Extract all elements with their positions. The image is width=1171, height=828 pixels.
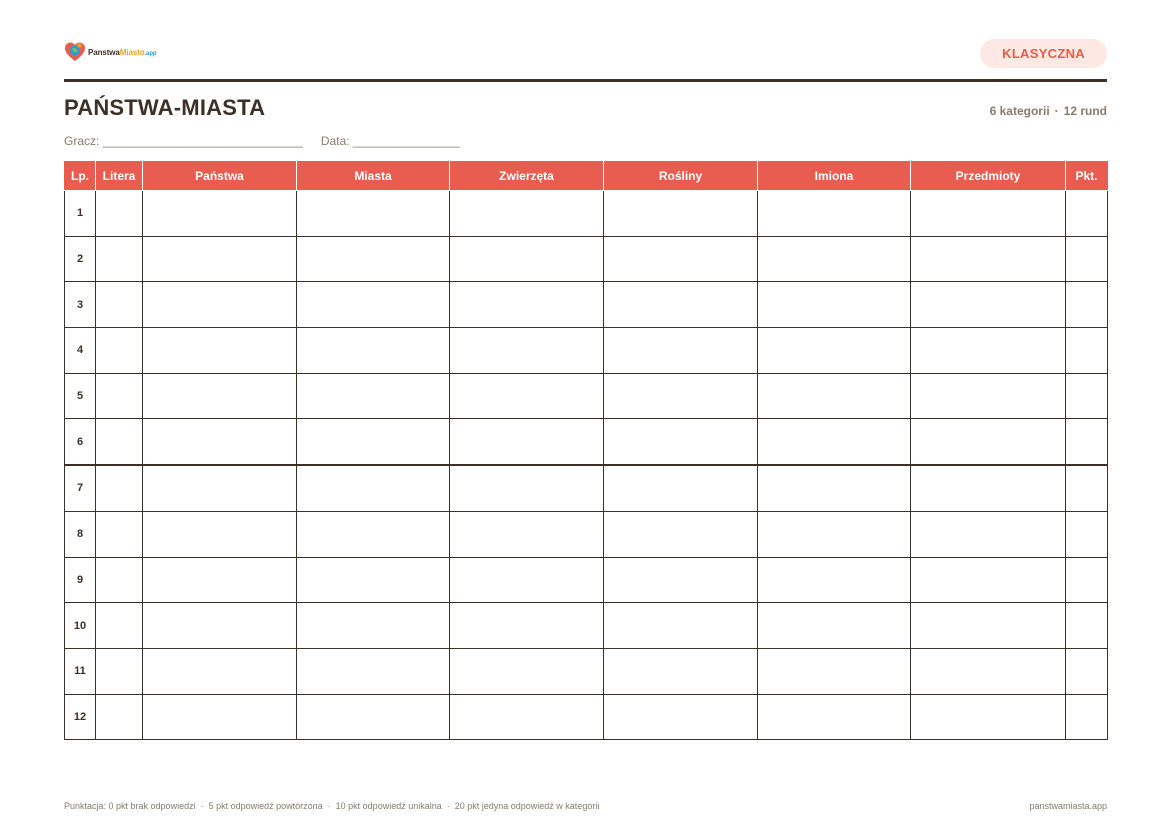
- row-number: 10: [65, 603, 96, 649]
- answer-cell: [96, 511, 143, 557]
- answer-cell: [911, 694, 1066, 740]
- col-header-przedmioty: Przedmioty: [911, 162, 1066, 191]
- rounds-count: 12 rund: [1063, 104, 1107, 118]
- col-header-lp: Lp.: [65, 162, 96, 191]
- answer-cell: [911, 373, 1066, 419]
- date-field: Data: ________________: [320, 134, 460, 148]
- answer-cell: [604, 603, 758, 649]
- answer-cell: [450, 328, 604, 374]
- answer-cell: [1066, 511, 1108, 557]
- answer-cell: [604, 282, 758, 328]
- answer-cell: [143, 511, 297, 557]
- answer-cell: [297, 191, 450, 237]
- answer-cell: [96, 236, 143, 282]
- row-number: 11: [65, 648, 96, 694]
- answer-cell: [96, 694, 143, 740]
- answer-cell: [297, 282, 450, 328]
- footer-separator: ·: [327, 801, 331, 811]
- answer-cell: [96, 465, 143, 511]
- answer-cell: [450, 511, 604, 557]
- col-header-imiona: Imiona: [758, 162, 911, 191]
- answer-cell: [143, 465, 297, 511]
- answer-cell: [450, 191, 604, 237]
- answer-cell: [1066, 328, 1108, 374]
- answer-cell: [758, 236, 911, 282]
- answer-cell: [604, 328, 758, 374]
- answer-cell: [1066, 236, 1108, 282]
- game-sheet-table: [64, 161, 1108, 740]
- answer-cell: [96, 373, 143, 419]
- scoring-item: Punktacja: 0 pkt brak odpowiedzi: [64, 801, 196, 811]
- answer-cell: [297, 465, 450, 511]
- table-row: [65, 511, 1108, 557]
- answer-cell: [143, 419, 297, 465]
- answer-cell: [911, 328, 1066, 374]
- answer-cell: [450, 557, 604, 603]
- answer-cell: [758, 328, 911, 374]
- heart-globe-icon: [64, 41, 86, 63]
- table-row: [65, 282, 1108, 328]
- answer-cell: [297, 419, 450, 465]
- answer-cell: [911, 603, 1066, 649]
- answer-cell: [604, 373, 758, 419]
- answer-cell: [450, 373, 604, 419]
- row-number: 9: [65, 557, 96, 603]
- table-row: [65, 419, 1108, 465]
- answer-cell: [450, 419, 604, 465]
- table-row: [65, 465, 1108, 511]
- answer-cell: [758, 465, 911, 511]
- answer-cell: [911, 465, 1066, 511]
- answer-cell: [96, 557, 143, 603]
- row-number: 6: [65, 419, 96, 465]
- answer-cell: [297, 648, 450, 694]
- answer-cell: [911, 511, 1066, 557]
- answer-cell: [143, 648, 297, 694]
- mode-badge: KLASYCZNA: [980, 39, 1107, 68]
- answer-cell: [143, 282, 297, 328]
- col-header-pkt: Pkt.: [1066, 162, 1108, 191]
- answer-cell: [96, 282, 143, 328]
- table-row: [65, 236, 1108, 282]
- table-row: [65, 373, 1108, 419]
- col-header-zwierzeta: Zwierzęta: [450, 162, 604, 191]
- answer-cell: [297, 511, 450, 557]
- footer-separator: ·: [200, 801, 204, 811]
- table-row: [65, 328, 1108, 374]
- answer-cell: [450, 694, 604, 740]
- answer-cell: [1066, 465, 1108, 511]
- answer-cell: [911, 191, 1066, 237]
- table-row: [65, 648, 1108, 694]
- row-number: 7: [65, 465, 96, 511]
- answer-cell: [297, 328, 450, 374]
- answer-cell: [911, 236, 1066, 282]
- answer-cell: [604, 557, 758, 603]
- scoring-item: 20 pkt jedyna odpowiedź w kategorii: [454, 801, 600, 811]
- row-number: 1: [65, 191, 96, 237]
- answer-cell: [297, 557, 450, 603]
- answer-cell: [1066, 373, 1108, 419]
- answer-cell: [758, 694, 911, 740]
- answer-cell: [143, 603, 297, 649]
- answer-cell: [297, 603, 450, 649]
- table-row: [65, 557, 1108, 603]
- answer-cell: [297, 694, 450, 740]
- answer-cell: [143, 557, 297, 603]
- answer-cell: [297, 373, 450, 419]
- answer-cell: [297, 236, 450, 282]
- answer-cell: [758, 282, 911, 328]
- answer-cell: [143, 236, 297, 282]
- logo: [64, 40, 156, 64]
- answer-cell: [1066, 557, 1108, 603]
- answer-cell: [96, 419, 143, 465]
- answer-cell: [604, 648, 758, 694]
- game-meta: [990, 104, 1107, 118]
- scoring-item: 10 pkt odpowiedź unikalna: [335, 801, 442, 811]
- header-row: [65, 162, 1108, 191]
- table-row: [65, 191, 1108, 237]
- table-row: [65, 694, 1108, 740]
- answer-cell: [758, 191, 911, 237]
- answer-cell: [1066, 694, 1108, 740]
- answer-cell: [758, 603, 911, 649]
- answer-cell: [911, 419, 1066, 465]
- col-header-panstwa: Państwa: [143, 162, 297, 191]
- answer-cell: [758, 511, 911, 557]
- answer-cell: [604, 511, 758, 557]
- answer-cell: [96, 603, 143, 649]
- scoring-item: 5 pkt odpowiedź powtórzona: [208, 801, 323, 811]
- answer-cell: [1066, 419, 1108, 465]
- answer-cell: [450, 465, 604, 511]
- answer-cell: [450, 603, 604, 649]
- answer-cell: [758, 419, 911, 465]
- col-header-rosliny: Rośliny: [604, 162, 758, 191]
- answer-cell: [96, 648, 143, 694]
- answer-cell: [758, 557, 911, 603]
- answer-cell: [758, 373, 911, 419]
- answer-cell: [911, 282, 1066, 328]
- answer-cell: [1066, 648, 1108, 694]
- answer-cell: [143, 191, 297, 237]
- meta-separator: ·: [1054, 104, 1059, 118]
- answer-cell: [604, 465, 758, 511]
- answer-cell: [96, 191, 143, 237]
- row-number: 5: [65, 373, 96, 419]
- answer-cell: [96, 328, 143, 374]
- answer-cell: [604, 419, 758, 465]
- answer-cell: [450, 282, 604, 328]
- answer-cell: [758, 648, 911, 694]
- answer-cell: [143, 694, 297, 740]
- page-title: PAŃSTWA-MIASTA: [64, 95, 266, 120]
- answer-cell: [1066, 191, 1108, 237]
- answer-cell: [1066, 603, 1108, 649]
- player-field: Gracz: ______________________________: [64, 134, 303, 148]
- site-url: panstwamiasta.app: [1029, 801, 1107, 811]
- form-fields: [64, 134, 478, 148]
- footer-separator: ·: [446, 801, 450, 811]
- row-number: 4: [65, 328, 96, 374]
- col-header-miasta: Miasta: [297, 162, 450, 191]
- answer-cell: [143, 373, 297, 419]
- answer-cell: [450, 648, 604, 694]
- row-number: 3: [65, 282, 96, 328]
- table-row: [65, 603, 1108, 649]
- answer-cell: [1066, 282, 1108, 328]
- answer-cell: [604, 694, 758, 740]
- categories-count: 6 kategorii: [989, 104, 1050, 118]
- row-number: 8: [65, 511, 96, 557]
- scoring-legend: [64, 801, 599, 811]
- answer-cell: [604, 191, 758, 237]
- answer-cell: [911, 557, 1066, 603]
- table-body: [65, 191, 1108, 740]
- answer-cell: [143, 328, 297, 374]
- answer-cell: [450, 236, 604, 282]
- row-number: 12: [65, 694, 96, 740]
- answer-cell: [911, 648, 1066, 694]
- row-number: 2: [65, 236, 96, 282]
- answer-cell: [604, 236, 758, 282]
- header-divider: [64, 79, 1107, 82]
- logo-wordmark: PanstwaMiasto.app: [88, 47, 157, 57]
- col-header-litera: Litera: [96, 162, 143, 191]
